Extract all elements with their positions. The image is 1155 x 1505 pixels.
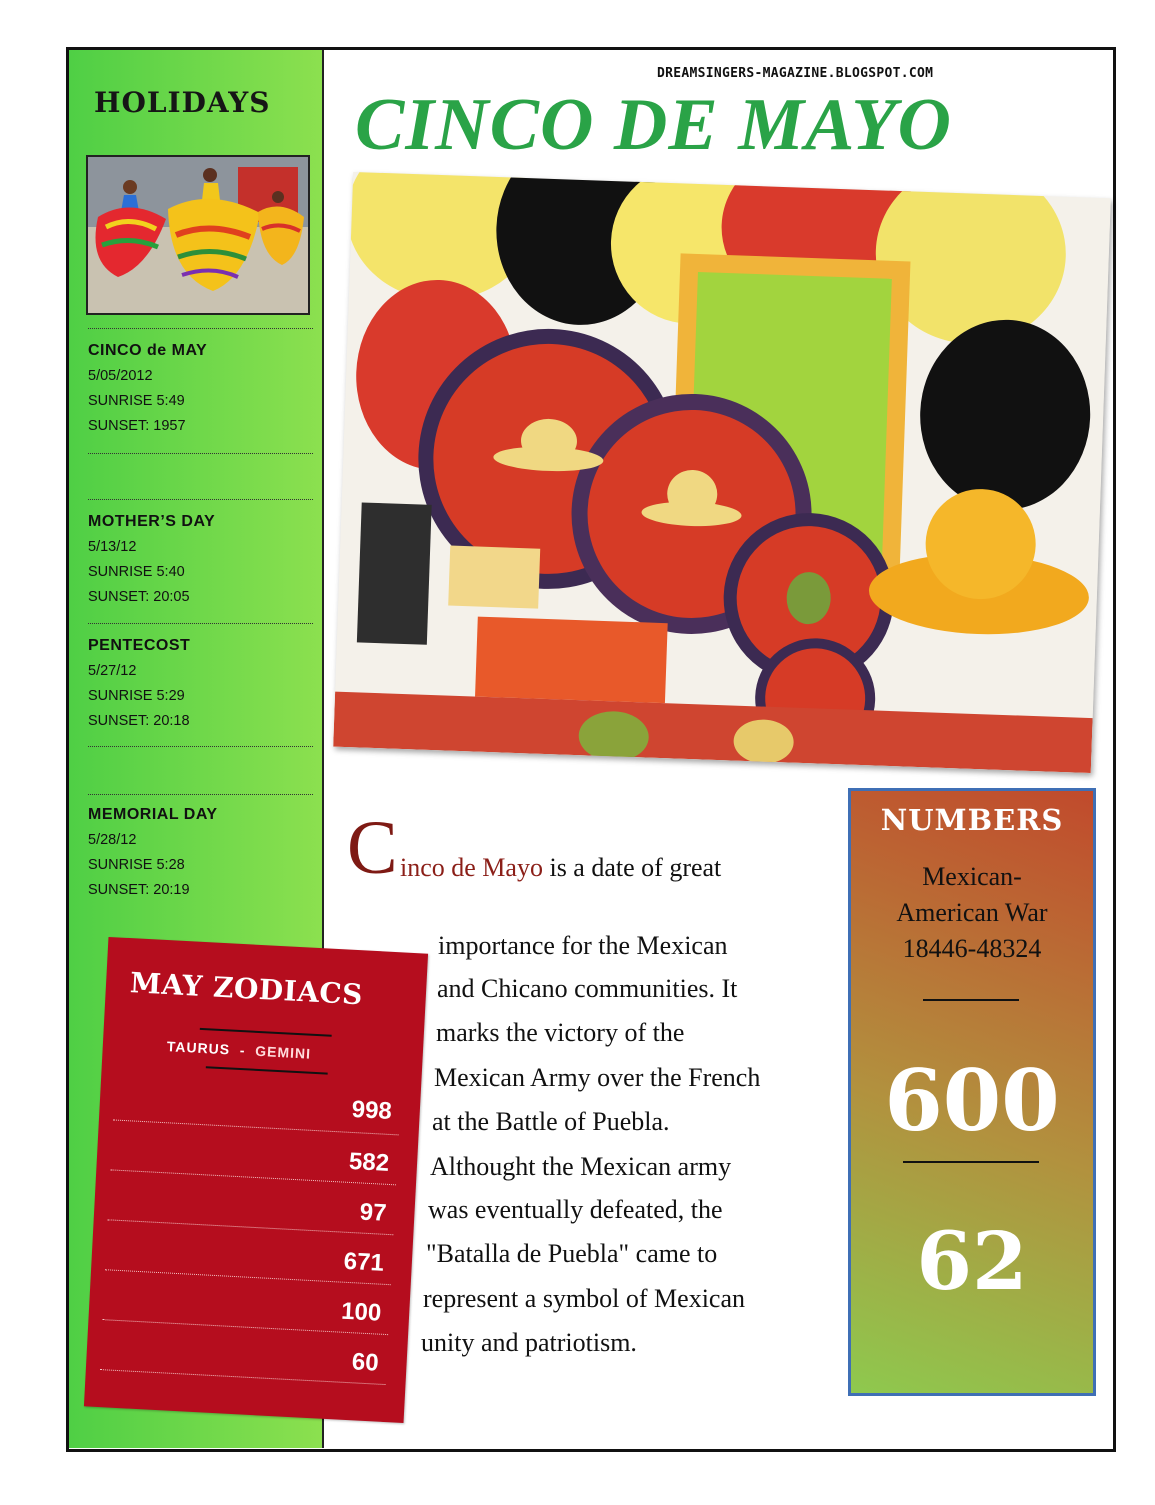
holiday-name: MEMORIAL DAY — [88, 806, 218, 823]
zodiac-sign-taurus: TAURUS — [166, 1038, 231, 1058]
holiday-date: 5/05/2012 — [88, 368, 153, 384]
article-first-line-rest: is a date of great — [542, 853, 722, 882]
page-title: CINCO DE MAYO — [355, 84, 952, 166]
holiday-sunset: SUNSET: 1957 — [88, 418, 186, 434]
zodiac-number: 100 — [340, 1297, 382, 1327]
zodiac-rule — [200, 1028, 332, 1037]
holiday-sunset: SUNSET: 20:18 — [88, 713, 190, 729]
article-line: Mexican Army over the French — [434, 1063, 761, 1092]
holiday-name: PENTECOST — [88, 637, 191, 654]
party-tableware-photo — [333, 172, 1111, 773]
holiday-divider — [88, 623, 313, 624]
numbers-title: NUMBERS — [880, 803, 1064, 837]
zodiac-signs — [166, 1038, 311, 1062]
article-line: unity and patriotism. — [421, 1328, 637, 1357]
holiday-sunrise: SUNRISE 5:28 — [88, 857, 185, 873]
article-line: represent a symbol of Mexican — [423, 1284, 746, 1313]
holiday-date: 5/28/12 — [88, 832, 137, 848]
numbers-rule — [923, 999, 1019, 1001]
holiday-entry-cinco — [88, 338, 313, 439]
article-line: marks the victory of the — [436, 1018, 685, 1047]
holiday-divider — [88, 794, 313, 795]
holiday-entry-pentecost — [88, 633, 313, 734]
article-highlight: inco de Mayo — [400, 853, 543, 882]
holiday-date: 5/13/12 — [88, 539, 137, 555]
holiday-divider — [88, 328, 313, 329]
holiday-divider — [88, 746, 313, 747]
numbers-label-line: 18446-48324 — [902, 934, 1042, 963]
holiday-name: MOTHER’S DAY — [88, 513, 216, 530]
dropcap-letter: C — [347, 806, 398, 890]
zodiac-number: 97 — [359, 1198, 388, 1227]
numbers-rule — [903, 1161, 1039, 1163]
numbers-box — [848, 788, 1096, 1396]
numbers-big-600: 600 — [884, 1051, 1060, 1150]
zodiac-sign-gemini: GEMINI — [254, 1042, 312, 1062]
holiday-divider — [88, 453, 313, 454]
article-line: importance for the Mexican — [438, 931, 728, 960]
article-line: and Chicano communities. It — [437, 974, 738, 1003]
article-line: at the Battle of Puebla. — [432, 1107, 670, 1136]
may-zodiacs-card — [84, 937, 428, 1423]
holiday-date: 5/27/12 — [88, 663, 137, 679]
holiday-entry-memorial-day — [88, 802, 313, 903]
holiday-sunset: SUNSET: 20:05 — [88, 589, 190, 605]
zodiac-number: 998 — [351, 1095, 393, 1125]
zodiac-title: MAY ZODIACS — [129, 966, 364, 1012]
site-url: DREAMSINGERS-MAGAZINE.BLOGSPOT.COM — [657, 66, 934, 81]
zodiac-row-divider — [108, 1219, 394, 1235]
zodiac-number: 671 — [343, 1247, 385, 1277]
holiday-name: CINCO de MAY — [88, 342, 208, 359]
holiday-sunrise: SUNRISE 5:29 — [88, 688, 185, 704]
holiday-sunrise: SUNRISE 5:40 — [88, 564, 185, 580]
numbers-label-line: Mexican- — [922, 862, 1022, 891]
article-line: "Batalla de Puebla" came to — [426, 1239, 718, 1268]
numbers-big-62: 62 — [916, 1214, 1028, 1308]
holidays-heading: HOLIDAYS — [94, 86, 271, 119]
article-first-line — [400, 853, 721, 883]
article-line: Althought the Mexican army — [430, 1152, 732, 1181]
holiday-entry-mothers-day — [88, 509, 313, 610]
zodiac-rule — [206, 1066, 328, 1074]
numbers-label-line: American War — [896, 898, 1048, 927]
zodiac-number: 60 — [351, 1348, 380, 1377]
zodiac-row-divider — [100, 1369, 386, 1385]
zodiac-number: 582 — [348, 1147, 390, 1177]
holiday-sunset: SUNSET: 20:19 — [88, 882, 190, 898]
zodiac-separator: - — [239, 1041, 246, 1059]
folklorico-dancers-photo — [86, 155, 310, 315]
holiday-sunrise: SUNRISE 5:49 — [88, 393, 185, 409]
holiday-divider — [88, 499, 313, 500]
article-line: was eventually defeated, the — [428, 1195, 723, 1224]
